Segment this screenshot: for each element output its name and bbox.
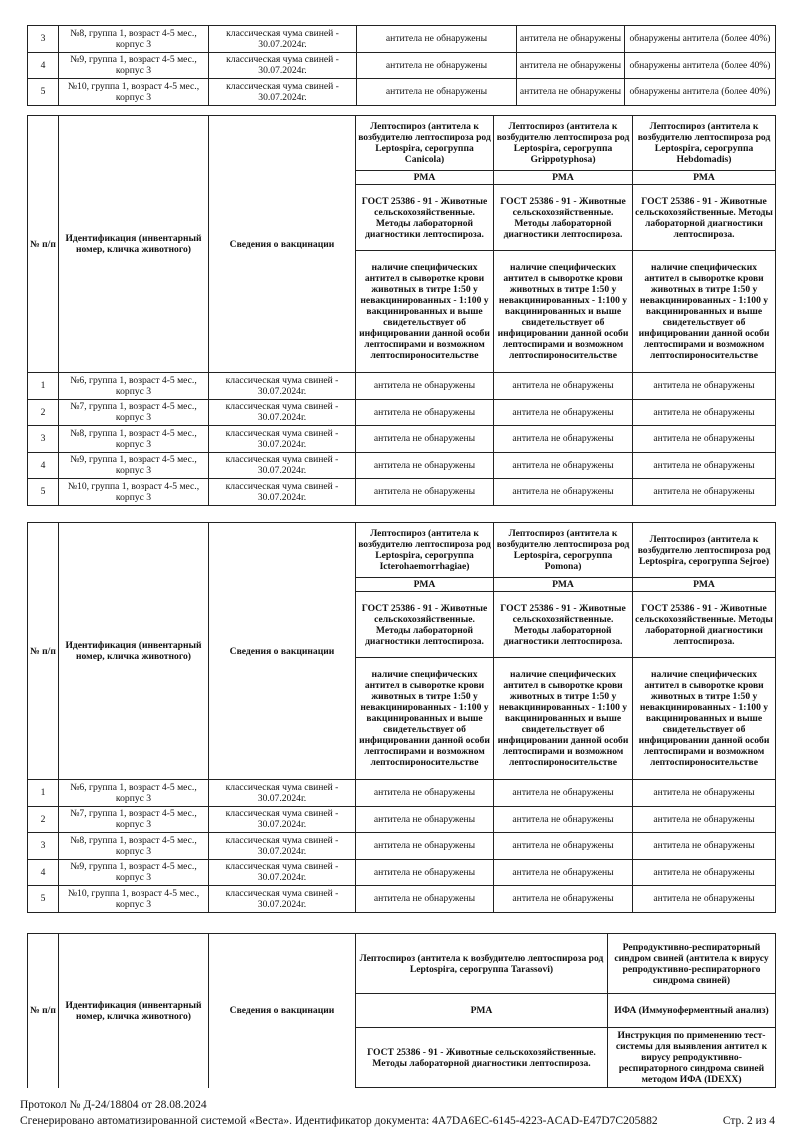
- test-header: Лептоспироз (антитела к возбудителю лептоспироза род Leptospira, серогруппа Icterohaemorrhagiae): [356, 523, 494, 578]
- animal-id: №8, группа 1, возраст 4-5 мес., корпус 3: [59, 26, 209, 53]
- method-name: РМА: [494, 171, 633, 185]
- result-cell: антитела не обнаружены: [517, 79, 625, 106]
- method-document: ГОСТ 25386 - 91 - Животные сельскохозяйственные. Методы лабораторной диагностики лептоспироза.: [494, 185, 633, 251]
- method-doc-gost: ГОСТ 25386 - 91 - Животные сельскохозяйственные. Методы лабораторной диагностики лептоспироза.: [356, 1028, 608, 1088]
- result-cell: антитела не обнаружены: [356, 859, 494, 886]
- table-row: [28, 452, 776, 479]
- result-cell: антитела не обнаружены: [356, 806, 494, 833]
- animal-id: №10, группа 1, возраст 4-5 мес., корпус 3: [59, 79, 209, 106]
- result-cell: антитела не обнаружены: [633, 479, 776, 506]
- animal-id: №8, группа 1, возраст 4-5 мес., корпус 3: [59, 426, 209, 453]
- method-name: РМА: [633, 578, 776, 592]
- col-num-header: № п/п: [28, 934, 59, 1088]
- page-number: Стр. 2 из 4: [722, 1115, 775, 1127]
- result-cell: антитела не обнаружены: [494, 399, 633, 426]
- result-cell: антитела не обнаружены: [356, 479, 494, 506]
- result-cell: антитела не обнаружены: [356, 426, 494, 453]
- result-cell: антитела не обнаружены: [356, 886, 494, 913]
- row-number: 3: [28, 833, 59, 860]
- result-cell: антитела не обнаружены: [494, 479, 633, 506]
- animal-id: №8, группа 1, возраст 4-5 мес., корпус 3: [59, 833, 209, 860]
- document-id-text: Сгенерировано автоматизированной системой «Веста». Идентификатор документа: 4A7DA6EC-6145-4223-ACAD-E47D7C205882: [20, 1115, 658, 1127]
- vaccination-info: классическая чума свиней - 30.07.2024г.: [209, 399, 356, 426]
- result-cell: антитела не обнаружены: [494, 373, 633, 400]
- vaccination-info: классическая чума свиней - 30.07.2024г.: [209, 833, 356, 860]
- result-cell: обнаружены антитела (более 40%): [625, 26, 776, 53]
- col-id-header: Идентификация (инвентарный номер, кличка животного): [59, 934, 209, 1088]
- result-cell: антитела не обнаружены: [633, 452, 776, 479]
- test-header: Лептоспироз (антитела к возбудителю лептоспироза род Leptospira, серогруппа Pomona): [494, 523, 633, 578]
- evaluation-criteria: наличие специфических антител в сыворотке крови животных в титре 1:50 у невакцинированных - 1:100 у вакцинированных и выше свидетельствует об инфицировании данной особи лептоспирами и возможном лептоспироносительстве: [633, 251, 776, 373]
- result-cell: обнаружены антитела (более 40%): [625, 52, 776, 79]
- result-cell: антитела не обнаружены: [356, 399, 494, 426]
- vaccination-info: классическая чума свиней - 30.07.2024г.: [209, 52, 357, 79]
- col-id-header: Идентификация (инвентарный номер, кличка животного): [59, 523, 209, 780]
- result-cell: антитела не обнаружены: [517, 52, 625, 79]
- result-cell: антитела не обнаружены: [633, 859, 776, 886]
- row-number: 5: [28, 479, 59, 506]
- vaccination-info: классическая чума свиней - 30.07.2024г.: [209, 452, 356, 479]
- row-number: 2: [28, 806, 59, 833]
- animal-id: №7, группа 1, возраст 4-5 мес., корпус 3: [59, 806, 209, 833]
- result-cell: антитела не обнаружены: [494, 426, 633, 453]
- animal-id: №9, группа 1, возраст 4-5 мес., корпус 3: [59, 452, 209, 479]
- col-vacc-header: Сведения о вакцинации: [209, 116, 356, 373]
- table-row: [28, 886, 776, 913]
- animal-id: №9, группа 1, возраст 4-5 мес., корпус 3: [59, 52, 209, 79]
- table-row: [28, 833, 776, 860]
- vaccination-info: классическая чума свиней - 30.07.2024г.: [209, 373, 356, 400]
- result-cell: антитела не обнаружены: [494, 780, 633, 807]
- table-row: [28, 399, 776, 426]
- result-cell: антитела не обнаружены: [494, 859, 633, 886]
- table-row: [28, 780, 776, 807]
- results-table-top: [27, 25, 776, 106]
- evaluation-criteria: наличие специфических антител в сыворотке крови животных в титре 1:50 у невакцинированных - 1:100 у вакцинированных и выше свидетельствует об инфицировании данной особи лептоспирами и возможном лептоспироносительстве: [494, 658, 633, 780]
- vaccination-info: классическая чума свиней - 30.07.2024г.: [209, 26, 357, 53]
- row-number: 2: [28, 399, 59, 426]
- result-cell: антитела не обнаружены: [357, 26, 517, 53]
- animal-id: №6, группа 1, возраст 4-5 мес., корпус 3: [59, 780, 209, 807]
- table-row: [28, 52, 776, 79]
- result-cell: антитела не обнаружены: [494, 833, 633, 860]
- vaccination-info: классическая чума свиней - 30.07.2024г.: [209, 780, 356, 807]
- row-number: 5: [28, 886, 59, 913]
- test-header-tarassovi: Лептоспироз (антитела к возбудителю лептоспироза род Leptospira, серогруппа Tarassovi): [356, 934, 608, 994]
- animal-id: №6, группа 1, возраст 4-5 мес., корпус 3: [59, 373, 209, 400]
- vaccination-info: классическая чума свиней - 30.07.2024г.: [209, 806, 356, 833]
- col-vacc-header: Сведения о вакцинации: [209, 934, 356, 1088]
- table-row: [28, 79, 776, 106]
- table-row: [28, 479, 776, 506]
- col-vacc-header: Сведения о вакцинации: [209, 523, 356, 780]
- leptospirosis-table-2: [27, 522, 776, 913]
- result-cell: антитела не обнаружены: [494, 886, 633, 913]
- animal-id: №10, группа 1, возраст 4-5 мес., корпус 3: [59, 479, 209, 506]
- method-ifa: ИФА (Иммуноферментный анализ): [608, 994, 776, 1028]
- vaccination-info: классическая чума свиней - 30.07.2024г.: [209, 479, 356, 506]
- test-header: Лептоспироз (антитела к возбудителю лептоспироза род Leptospira, серогруппа Sejroe): [633, 523, 776, 578]
- tarassovi-prrs-table: [27, 933, 776, 1088]
- vaccination-info: классическая чума свиней - 30.07.2024г.: [209, 426, 356, 453]
- row-number: 1: [28, 373, 59, 400]
- evaluation-criteria: наличие специфических антител в сыворотке крови животных в титре 1:50 у невакцинированных - 1:100 у вакцинированных и выше свидетельствует об инфицировании данной особи лептоспирами и возможном лептоспироносительстве: [494, 251, 633, 373]
- result-cell: антитела не обнаружены: [494, 806, 633, 833]
- table-row: [28, 859, 776, 886]
- test-header: Лептоспироз (антитела к возбудителю лептоспироза род Leptospira, серогруппа Grippotyphosa): [494, 116, 633, 171]
- animal-id: №9, группа 1, возраст 4-5 мес., корпус 3: [59, 859, 209, 886]
- result-cell: антитела не обнаружены: [356, 833, 494, 860]
- animal-id: №10, группа 1, возраст 4-5 мес., корпус 3: [59, 886, 209, 913]
- method-name: РМА: [356, 171, 494, 185]
- leptospirosis-table-1: [27, 115, 776, 506]
- method-name: РМА: [356, 578, 494, 592]
- method-name: РМА: [633, 171, 776, 185]
- col-id-header: Идентификация (инвентарный номер, кличка животного): [59, 116, 209, 373]
- table-row: [28, 806, 776, 833]
- vaccination-info: классическая чума свиней - 30.07.2024г.: [209, 859, 356, 886]
- col-num-header: № п/п: [28, 116, 59, 373]
- result-cell: антитела не обнаружены: [633, 426, 776, 453]
- row-number: 4: [28, 859, 59, 886]
- test-header: Лептоспироз (антитела к возбудителю лептоспироза род Leptospira, серогруппа Canicola): [356, 116, 494, 171]
- result-cell: антитела не обнаружены: [517, 26, 625, 53]
- evaluation-criteria: наличие специфических антител в сыворотке крови животных в титре 1:50 у невакцинированных - 1:100 у вакцинированных и выше свидетельствует об инфицировании данной особи лептоспирами и возможном лептоспироносительстве: [356, 251, 494, 373]
- row-number: 4: [28, 452, 59, 479]
- result-cell: антитела не обнаружены: [633, 780, 776, 807]
- result-cell: антитела не обнаружены: [494, 452, 633, 479]
- result-cell: обнаружены антитела (более 40%): [625, 79, 776, 106]
- evaluation-criteria: наличие специфических антител в сыворотке крови животных в титре 1:50 у невакцинированных - 1:100 у вакцинированных и выше свидетельствует об инфицировании данной особи лептоспирами и возможном лептоспироносительстве: [356, 658, 494, 780]
- method-doc-idexx: Инструкция по применению тест-системы для выявления антител к вирусу репродуктивно-респираторного синдрома свиней методом ИФА (IDEXX): [608, 1028, 776, 1088]
- footer-generated: [20, 1115, 775, 1128]
- result-cell: антитела не обнаружены: [356, 780, 494, 807]
- evaluation-criteria: наличие специфических антител в сыворотке крови животных в титре 1:50 у невакцинированных - 1:100 у вакцинированных и выше свидетельствует об инфицировании данной особи лептоспирами и возможном лептоспироносительстве: [633, 658, 776, 780]
- result-cell: антитела не обнаружены: [356, 452, 494, 479]
- result-cell: антитела не обнаружены: [633, 806, 776, 833]
- result-cell: антитела не обнаружены: [356, 373, 494, 400]
- result-cell: антитела не обнаружены: [633, 373, 776, 400]
- row-number: 4: [28, 52, 59, 79]
- table-row: [28, 26, 776, 53]
- method-document: ГОСТ 25386 - 91 - Животные сельскохозяйственные. Методы лабораторной диагностики лептоспироза.: [356, 592, 494, 658]
- method-document: ГОСТ 25386 - 91 - Животные сельскохозяйственные. Методы лабораторной диагностики лептоспироза.: [633, 185, 776, 251]
- result-cell: антитела не обнаружены: [633, 399, 776, 426]
- col-num-header: № п/п: [28, 523, 59, 780]
- method-document: ГОСТ 25386 - 91 - Животные сельскохозяйственные. Методы лабораторной диагностики лептоспироза.: [633, 592, 776, 658]
- test-header: Лептоспироз (антитела к возбудителю лептоспироза род Leptospira, серогруппа Hebdomadis): [633, 116, 776, 171]
- result-cell: антитела не обнаружены: [357, 79, 517, 106]
- protocol-number: Протокол № Д-24/18804 от 28.08.2024: [20, 1099, 207, 1111]
- table-row: [28, 373, 776, 400]
- result-cell: антитела не обнаружены: [357, 52, 517, 79]
- animal-id: №7, группа 1, возраст 4-5 мес., корпус 3: [59, 399, 209, 426]
- row-number: 5: [28, 79, 59, 106]
- vaccination-info: классическая чума свиней - 30.07.2024г.: [209, 79, 357, 106]
- row-number: 1: [28, 780, 59, 807]
- table-row: [28, 426, 776, 453]
- method-document: ГОСТ 25386 - 91 - Животные сельскохозяйственные. Методы лабораторной диагностики лептоспироза.: [356, 185, 494, 251]
- row-number: 3: [28, 426, 59, 453]
- result-cell: антитела не обнаружены: [633, 833, 776, 860]
- result-cell: антитела не обнаружены: [633, 886, 776, 913]
- method-document: ГОСТ 25386 - 91 - Животные сельскохозяйственные. Методы лабораторной диагностики лептоспироза.: [494, 592, 633, 658]
- vaccination-info: классическая чума свиней - 30.07.2024г.: [209, 886, 356, 913]
- method-name: РМА: [494, 578, 633, 592]
- method-rma: РМА: [356, 994, 608, 1028]
- test-header-prrs: Репродуктивно-респираторный синдром свиней (антитела к вирусу репродуктивно-респираторного синдрома свиней): [608, 934, 776, 994]
- row-number: 3: [28, 26, 59, 53]
